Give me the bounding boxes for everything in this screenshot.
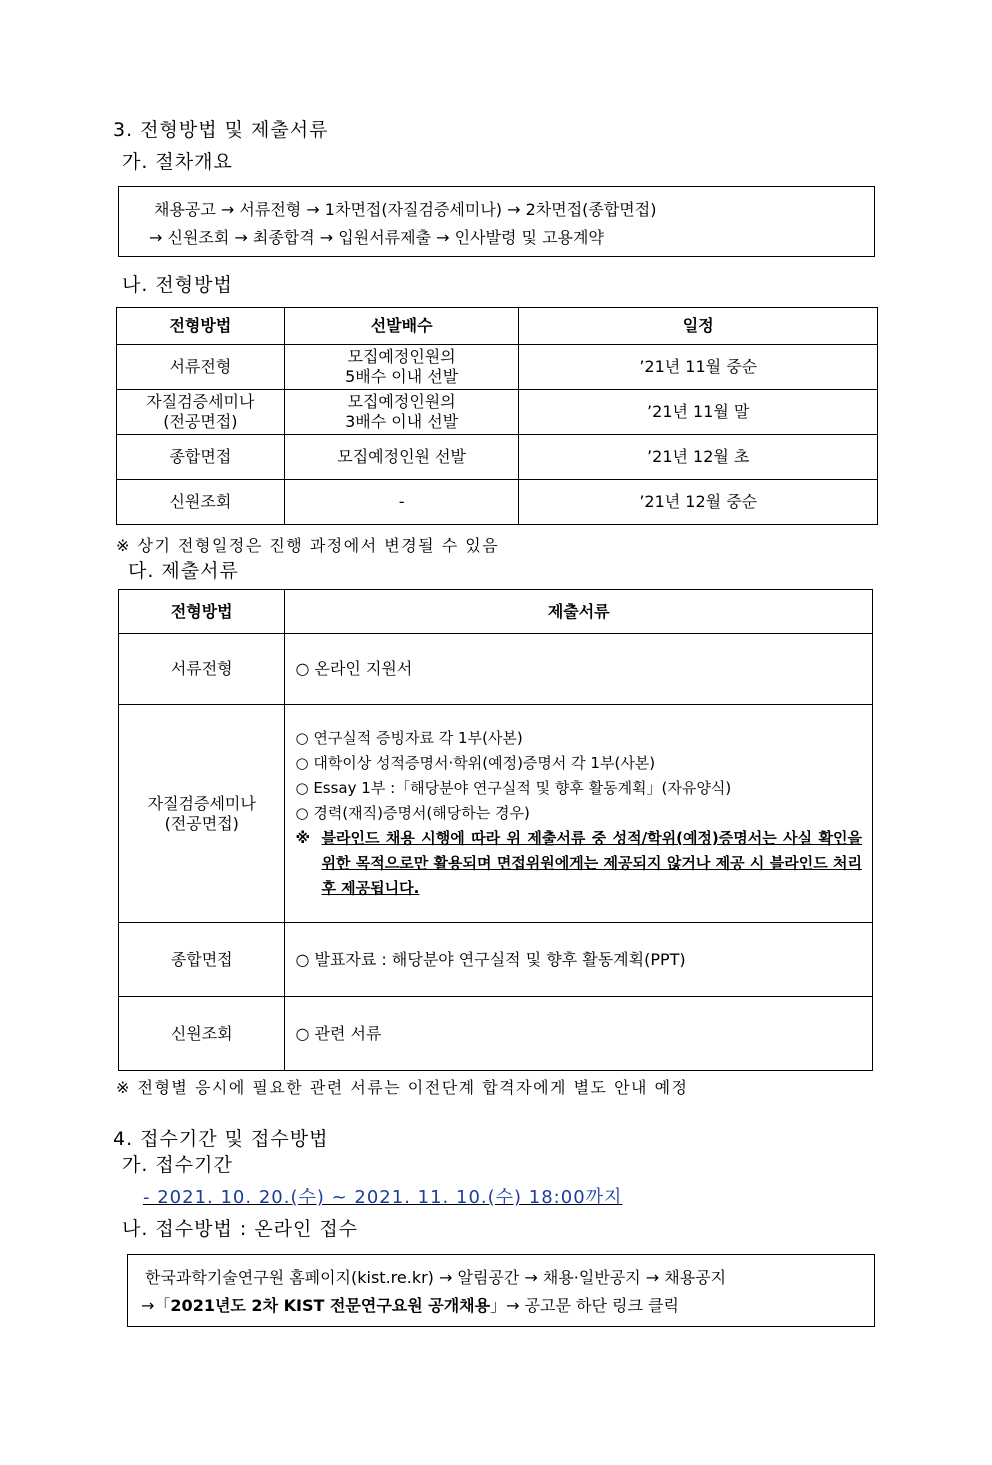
table-row — [117, 435, 878, 480]
header-ratio: 선발배수 — [284, 308, 519, 345]
table-row — [119, 997, 873, 1071]
table-header-row — [119, 590, 873, 634]
list-item: ○ Essay 1부 :「해당분야 연구실적 및 향후 활동계획」(자유양식) — [295, 779, 732, 797]
notice-mark: ※ — [295, 829, 311, 847]
row-schedule: ’21년 12월 중순 — [519, 480, 878, 525]
section4-title: 4. 접수기간 및 접수방법 — [113, 1128, 329, 1150]
method-line-1: 자질검증세미나 — [146, 392, 255, 411]
list-item: ○ 대학이상 성적증명서·학위(예정)증명서 각 1부(사본) — [295, 754, 656, 772]
method-line-1: 자질검증세미나 — [147, 793, 256, 813]
section4-a-title: 가. 접수기간 — [122, 1154, 233, 1176]
table-row — [117, 345, 878, 390]
ratio-line-2: 5배수 이내 선발 — [345, 367, 459, 386]
process-line-1: 채용공고 → 서류전형 → 1차면접(자질검증세미나) → 2차면접(종합면접) — [154, 200, 657, 219]
row-schedule: ’21년 11월 중순 — [519, 345, 878, 390]
blind-hiring-notice — [295, 826, 862, 901]
row-documents — [285, 705, 873, 923]
row-ratio: 모집예정인원 선발 — [284, 435, 519, 480]
ratio-line-1: 모집예정인원의 — [347, 392, 456, 411]
path-prefix: →「 — [141, 1296, 171, 1315]
table-row — [119, 923, 873, 997]
header-schedule: 일정 — [519, 308, 878, 345]
method-line-2: (전공면접) — [163, 412, 238, 431]
table-row — [117, 390, 878, 435]
row-ratio: - — [284, 480, 519, 525]
section3-c-title: 다. 제출서류 — [128, 560, 239, 582]
documents-note: ※ 전형별 응시에 필요한 관련 서류는 이전단계 합격자에게 별도 안내 예정 — [116, 1078, 689, 1097]
ratio-line-1: 모집예정인원의 — [347, 347, 456, 366]
table-header-row — [117, 308, 878, 345]
table-row — [119, 634, 873, 705]
row-method — [117, 390, 285, 435]
row-documents: ○ 발표자료 : 해당분야 연구실적 및 향후 활동계획(PPT) — [285, 923, 873, 997]
row-method: 서류전형 — [117, 345, 285, 390]
notice-text: 블라인드 채용 시행에 따라 위 제출서류 중 성적/학위(예정)증명서는 사실 확인을 위한 목적으로만 활용되며 면접위원에게는 제공되지 않거나 제공 시 블라인드 처리 후 제공됩니다. — [321, 829, 862, 897]
header-documents: 제출서류 — [285, 590, 873, 634]
process-box — [118, 186, 875, 257]
row-method: 서류전형 — [119, 634, 285, 705]
row-documents: ○ 관련 서류 — [285, 997, 873, 1071]
path-line-1: 한국과학기술연구원 홈페이지(kist.re.kr) → 알림공간 → 채용·일반공지 → 채용공지 — [145, 1268, 727, 1287]
row-method: 종합면접 — [117, 435, 285, 480]
row-method: 신원조회 — [117, 480, 285, 525]
list-item: ○ 연구실적 증빙자료 각 1부(사본) — [295, 729, 523, 747]
path-line-2 — [141, 1293, 679, 1316]
schedule-change-note: ※ 상기 전형일정은 진행 과정에서 변경될 수 있음 — [116, 536, 500, 555]
application-period: - 2021. 10. 20.(수) ~ 2021. 11. 10.(수) 18:00까지 — [143, 1187, 623, 1208]
selection-method-table — [116, 307, 878, 525]
header-method: 전형방법 — [117, 308, 285, 345]
row-ratio — [284, 345, 519, 390]
row-documents: ○ 온라인 지원서 — [285, 634, 873, 705]
path-announcement-title: 2021년도 2차 KIST 전문연구요원 공개채용 — [170, 1296, 491, 1315]
row-method — [119, 705, 285, 923]
section4-b-title: 나. 접수방법 : 온라인 접수 — [122, 1218, 359, 1240]
row-method: 종합면접 — [119, 923, 285, 997]
table-row — [117, 480, 878, 525]
row-method: 신원조회 — [119, 997, 285, 1071]
ratio-line-2: 3배수 이내 선발 — [345, 412, 459, 431]
process-line-2: → 신원조회 → 최종합격 → 입원서류제출 → 인사발령 및 고용계약 — [149, 228, 604, 247]
row-ratio — [284, 390, 519, 435]
documents-table — [118, 589, 873, 1071]
row-schedule: ’21년 12월 초 — [519, 435, 878, 480]
header-method: 전형방법 — [119, 590, 285, 634]
section3-b-title: 나. 전형방법 — [122, 274, 233, 296]
section3-a-title: 가. 절차개요 — [122, 151, 233, 173]
path-suffix: 」→ 공고문 하단 링크 클릭 — [490, 1296, 679, 1315]
application-path-box — [127, 1254, 875, 1327]
row-schedule: ’21년 11월 말 — [519, 390, 878, 435]
method-line-2: (전공면접) — [164, 813, 239, 833]
table-row — [119, 705, 873, 923]
section3-title: 3. 전형방법 및 제출서류 — [113, 119, 329, 141]
list-item: ○ 경력(재직)증명서(해당하는 경우) — [295, 804, 530, 822]
